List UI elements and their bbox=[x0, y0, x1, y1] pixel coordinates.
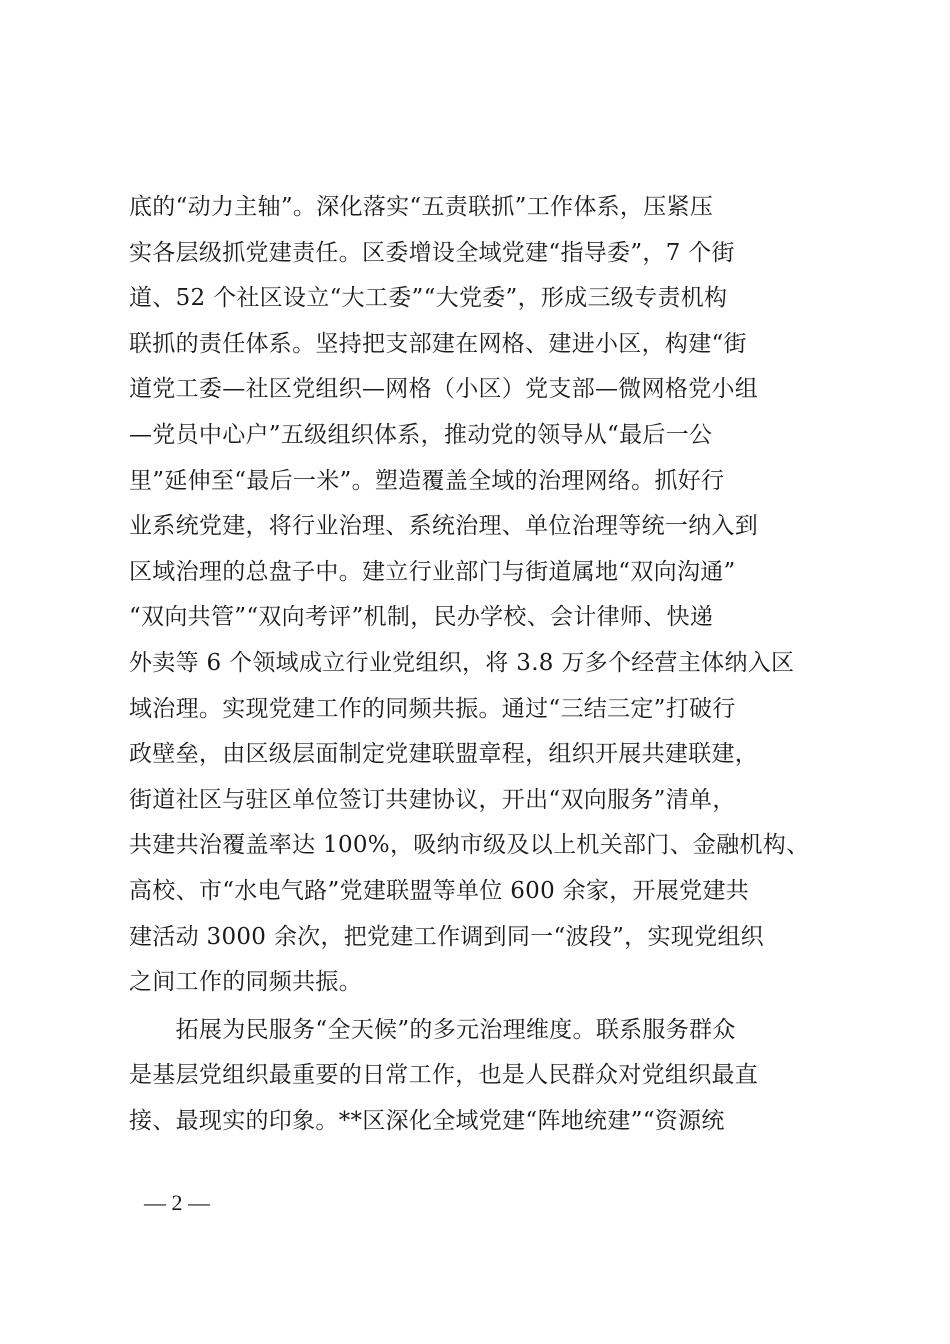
text-line: 建活动 3000 余次，把党建工作调到同一“波段”，实现党组织 bbox=[129, 923, 764, 950]
text-line: 外卖等 6 个领域成立行业党组织，将 3.8 万多个经营主体纳入区 bbox=[129, 649, 795, 676]
text-line: 是基层党组织最重要的日常工作，也是人民群众对党组织最直 bbox=[129, 1062, 759, 1089]
text-line: —党员中心户”五级组织体系，推动党的领导从“最后一公 bbox=[129, 421, 713, 448]
text-line: 政壁垒，由区级层面制定党建联盟章程，组织开展共建联建， bbox=[129, 741, 759, 768]
text-line: 接、最现实的印象。**区深化全域党建“阵地统建”“资源统 bbox=[129, 1107, 725, 1134]
text-line: 域治理。实现党建工作的同频共振。通过“三结三定”打破行 bbox=[129, 695, 736, 722]
text-line: “双向共管”“双向考评”机制，民办学校、会计律师、快递 bbox=[129, 604, 714, 631]
paragraph-1 bbox=[129, 185, 849, 1006]
paragraph-2 bbox=[129, 1008, 849, 1145]
text-line: 实各层级抓党建责任。区委增设全域党建“指导委”，7 个街 bbox=[129, 239, 735, 266]
text-line: 街道社区与驻区单位签订共建协议，开出“双向服务”清单， bbox=[129, 786, 736, 813]
page-number: — 2 — bbox=[144, 1190, 210, 1215]
text-line: 里”延伸至“最后一米”。塑造覆盖全域的治理网络。抓好行 bbox=[129, 467, 725, 494]
body-text bbox=[129, 185, 849, 1144]
text-line: 道、52 个社区设立“大工委”“大党委”，形成三级专责机构 bbox=[129, 285, 728, 312]
text-line: 联抓的责任体系。坚持把支部建在网格、建进小区，构建“街 bbox=[129, 330, 747, 357]
text-line: 区域治理的总盘子中。建立行业部门与街道属地“双向沟通” bbox=[129, 558, 736, 585]
text-line: 业系统党建，将行业治理、系统治理、单位治理等统一纳入到 bbox=[129, 513, 759, 540]
text-line: 高校、市“水电气路”党建联盟等单位 600 余家，开展党建共 bbox=[129, 877, 750, 904]
text-line: 拓展为民服务“全天候”的多元治理维度。联系服务群众 bbox=[129, 1016, 736, 1043]
text-line: 之间工作的同频共振。 bbox=[129, 969, 362, 996]
text-line: 道党工委—社区党组织—网格（小区）党支部—微网格党小组 bbox=[129, 376, 759, 403]
text-line: 共建共治覆盖率达 100%，吸纳市级及以上机关部门、金融机构、 bbox=[129, 832, 810, 859]
text-line: 底的“动力主轴”。深化落实“五责联抓”工作体系，压紧压 bbox=[129, 194, 714, 220]
